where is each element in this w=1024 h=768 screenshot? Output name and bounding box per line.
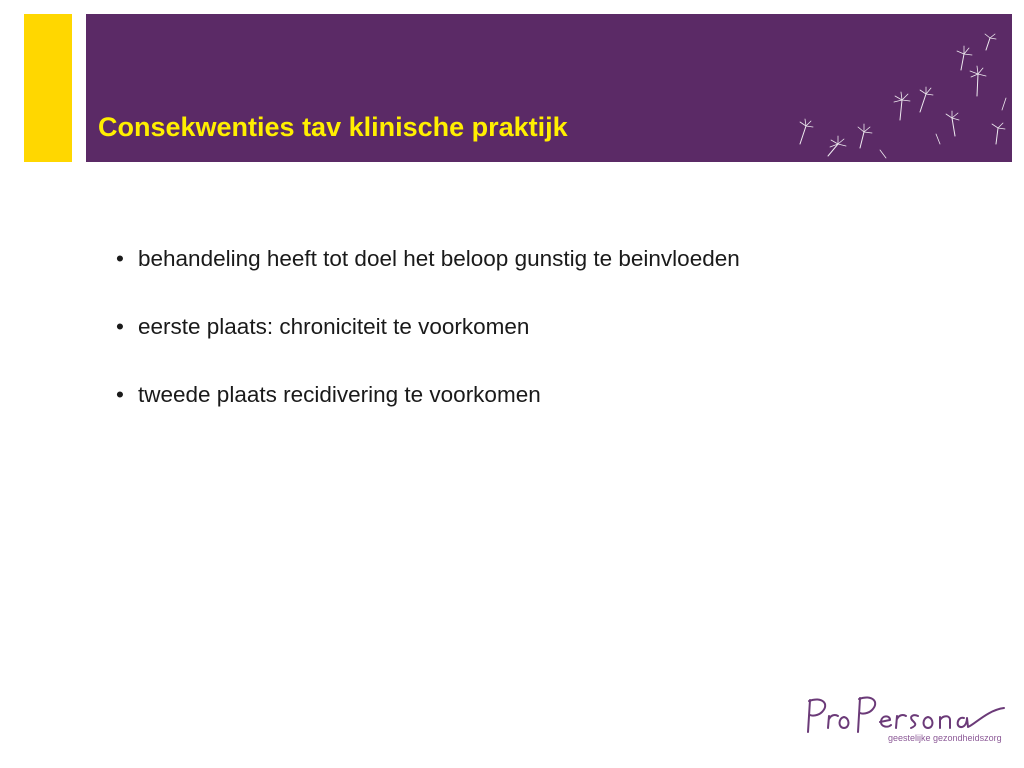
dandelion-seeds-illustration <box>776 14 1012 162</box>
bullet-dot-icon: • <box>116 382 124 407</box>
bullet-dot-icon: • <box>116 246 124 271</box>
bullet-text: eerste plaats: chroniciteit te voorkomen <box>138 314 530 339</box>
bullet-text: behandeling heeft tot doel het beloop gunstig te beinvloeden <box>138 246 740 271</box>
slide-title: Consekwenties tav klinische praktijk <box>98 112 568 142</box>
yellow-accent-bar <box>24 14 72 162</box>
bullet-dot-icon: • <box>116 314 124 339</box>
propersona-logo <box>800 688 1006 750</box>
bullet-text: tweede plaats recidivering te voorkomen <box>138 382 541 407</box>
bullet-item <box>116 244 740 312</box>
title-band <box>86 14 1012 162</box>
bullet-item <box>116 380 740 448</box>
bullet-list <box>116 244 740 448</box>
bullet-item <box>116 312 740 380</box>
propersona-wordmark-icon <box>800 688 1006 734</box>
logo-tagline: geestelijke gezondheidszorg <box>888 733 1002 743</box>
